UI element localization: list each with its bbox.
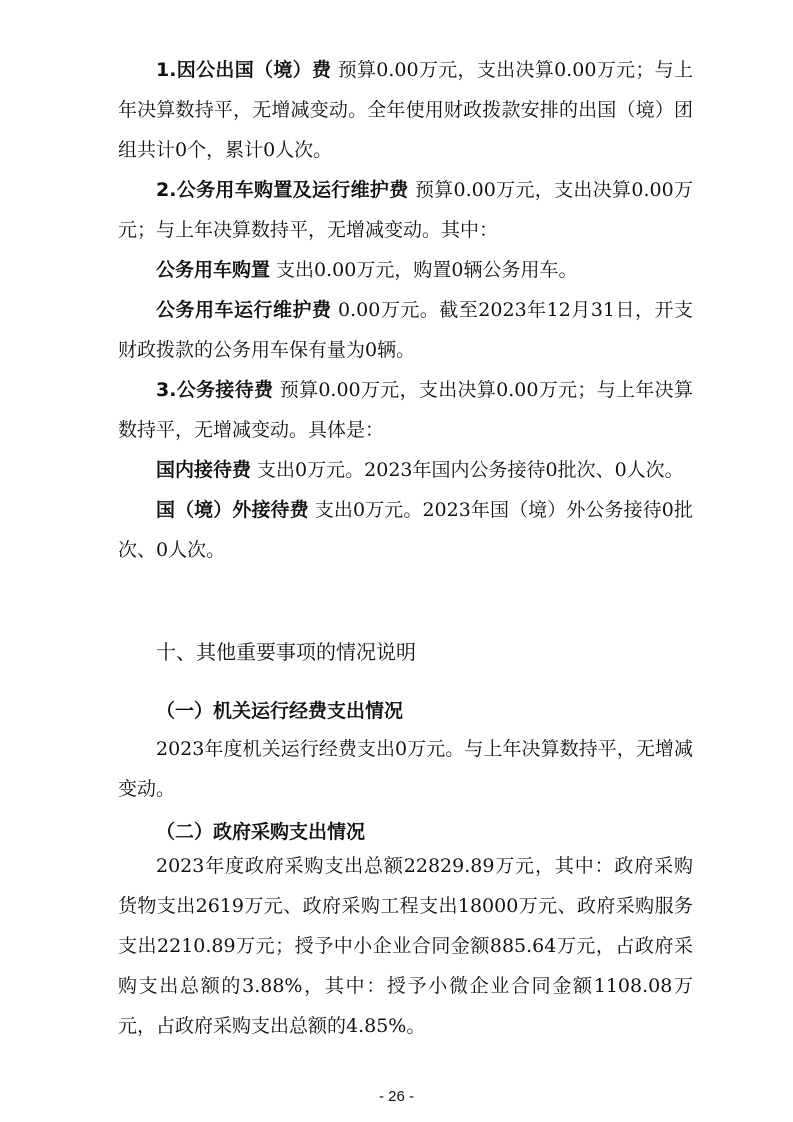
heading-vehicle-purchase: 公务用车购置 [156,259,271,281]
paragraph-vehicle-expense [118,170,693,250]
procurement-block [118,846,693,1046]
text-overseas-travel: 预算0.00万元，支出决算0.00万元；与上年决算数持平，无增减变动。全年使用财政拨款安排的出国（境）团组共计0个，累计0人次。 [118,59,693,161]
paragraph-overseas-travel [118,50,693,170]
paragraph-foreign-reception [118,490,693,570]
operating-cost-block [118,729,693,809]
heading-vehicle-maintenance: 公务用车运行维护费 [156,299,332,321]
paragraph-domestic-reception [118,450,693,490]
heading-reception: 3.公务接待费 [156,379,274,401]
heading-vehicle-expense: 2.公务用车购置及运行维护费 [156,179,409,201]
heading-overseas-travel: 1.因公出国（境）费 [156,59,332,81]
text-vehicle-maintenance: 0.00万元。截至2023年12月31日，开支财政拨款的公务用车保有量为0辆。 [118,299,693,361]
paragraph-procurement: 2023年度政府采购支出总额22829.89万元，其中：政府采购货物支出2619万元、政府采购工程支出18000万元、政府采购服务支出2210.89万元；授予中小企业合同金额885.64万元，占政府采购支出总额的3.88%，其中：授予小微企业合同金额1108.08万元，占政府采购支出总额的4.85%。 [118,855,693,1037]
text-vehicle-purchase: 支出0.00万元，购置0辆公务用车。 [270,259,578,281]
section-title: 十、其他重要事项的情况说明 [156,640,416,664]
heading-foreign-reception: 国（境）外接待费 [156,499,309,521]
subsection-title-procurement: （二）政府采购支出情况 [156,821,366,843]
text-foreign-reception: 支出0万元。2023年国（境）外公务接待0批次、0人次。 [118,499,693,561]
paragraph-reception [118,370,693,450]
text-vehicle-expense: 预算0.00万元，支出决算0.00万元；与上年决算数持平，无增减变动。其中： [118,179,693,241]
page-number: - 26 - [378,1088,414,1105]
heading-domestic-reception: 国内接待费 [156,459,252,481]
paragraph-vehicle-purchase [118,250,693,290]
text-reception: 预算0.00万元，支出决算0.00万元；与上年决算数持平，无增减变动。具体是： [118,379,693,441]
expense-items-block [118,50,693,570]
paragraph-operating-cost: 2023年度机关运行经费支出0万元。与上年决算数持平，无增减变动。 [118,738,693,800]
text-domestic-reception: 支出0万元。2023年国内公务接待0批次、0人次。 [251,459,684,481]
paragraph-vehicle-maintenance [118,290,693,370]
subsection-title-operating: （一）机关运行经费支出情况 [156,700,404,722]
